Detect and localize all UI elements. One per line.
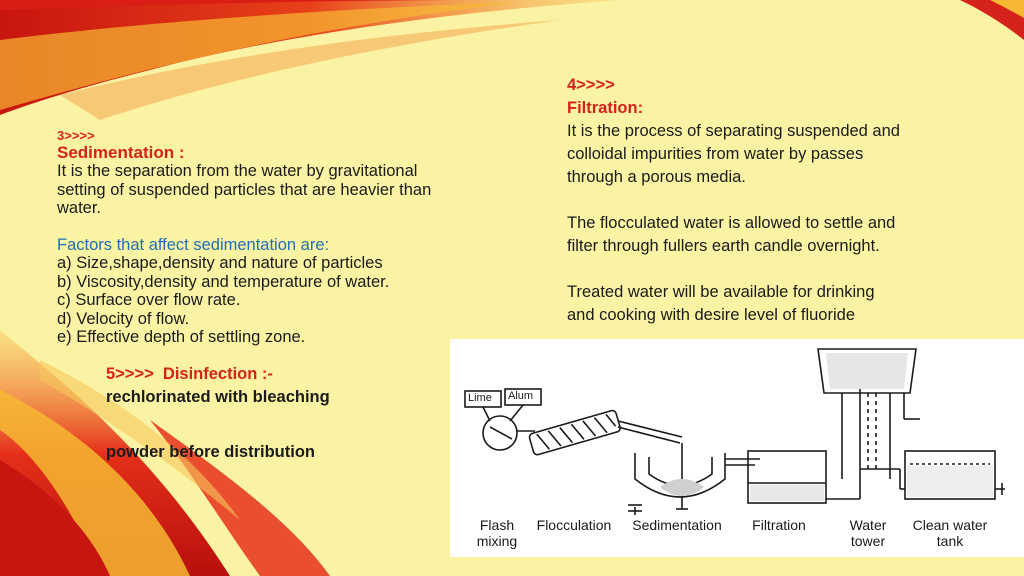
factor-item: c) Surface over flow rate. xyxy=(57,291,241,309)
filtration-section xyxy=(567,74,1007,327)
sedimentation-number: 3>>>> xyxy=(57,128,95,143)
disinfection-section xyxy=(106,363,426,464)
filtration-point1-line: through a porous media. xyxy=(567,168,746,186)
disinfection-title: Disinfection :- xyxy=(162,365,273,383)
water-treatment-diagram xyxy=(450,339,1024,557)
disinfection-number: 5>>>> xyxy=(106,365,154,383)
filtration-point2-line: filter through fullers earth candle overnight. xyxy=(567,237,880,255)
filtration-number: 4>>>> xyxy=(567,76,615,94)
stage-label-filtration: Filtration xyxy=(752,517,806,533)
filtration-point2-line: The flocculated water is allowed to settle and xyxy=(567,214,896,232)
factor-item: d) Velocity of flow. xyxy=(57,309,190,328)
sedimentation-desc-line-3: water. xyxy=(57,199,102,217)
filtration-point1-line: It is the process of separating suspended and xyxy=(567,122,900,140)
factor-item: e) Effective depth of settling zone. xyxy=(57,328,306,346)
stage-label-flocculation: Flocculation xyxy=(536,517,612,533)
sedimentation-title: Sedimentation : xyxy=(57,143,185,162)
alum-label: Alum xyxy=(508,390,534,402)
factors-heading: Factors that affect sedimentation are: xyxy=(57,235,330,254)
sedimentation-section xyxy=(57,128,527,347)
filtration-point1-line: colloidal impurities from water by passes xyxy=(567,145,864,163)
disinfection-heading xyxy=(106,363,426,386)
filtration-point3-line: and cooking with desire level of fluoride xyxy=(567,306,856,324)
stage-label-sedimentation: Sedimentation xyxy=(632,517,722,533)
stage-label-clean-water-tank: Clean water tank xyxy=(912,517,988,549)
factor-item: b) Viscosity,density and temperature of water. xyxy=(57,272,390,291)
disinfection-line-2: powder before distribution xyxy=(106,443,315,461)
sedimentation-desc-line-2: setting of suspended particles that are heavier than xyxy=(57,180,432,199)
disinfection-line-1: rechlorinated with bleaching xyxy=(106,388,330,406)
filtration-point3-line: Treated water will be available for drinking xyxy=(567,283,875,301)
lime-label: Lime xyxy=(468,392,492,404)
filtration-title: Filtration: xyxy=(567,99,644,117)
stage-label-flash-mixing: Flash mixing xyxy=(476,517,518,549)
sedimentation-desc-line-1: It is the separation from the water by gravitational xyxy=(57,162,418,180)
stage-label-water-tower: Water tower xyxy=(849,517,887,549)
factor-item: a) Size,shape,density and nature of particles xyxy=(57,254,383,272)
